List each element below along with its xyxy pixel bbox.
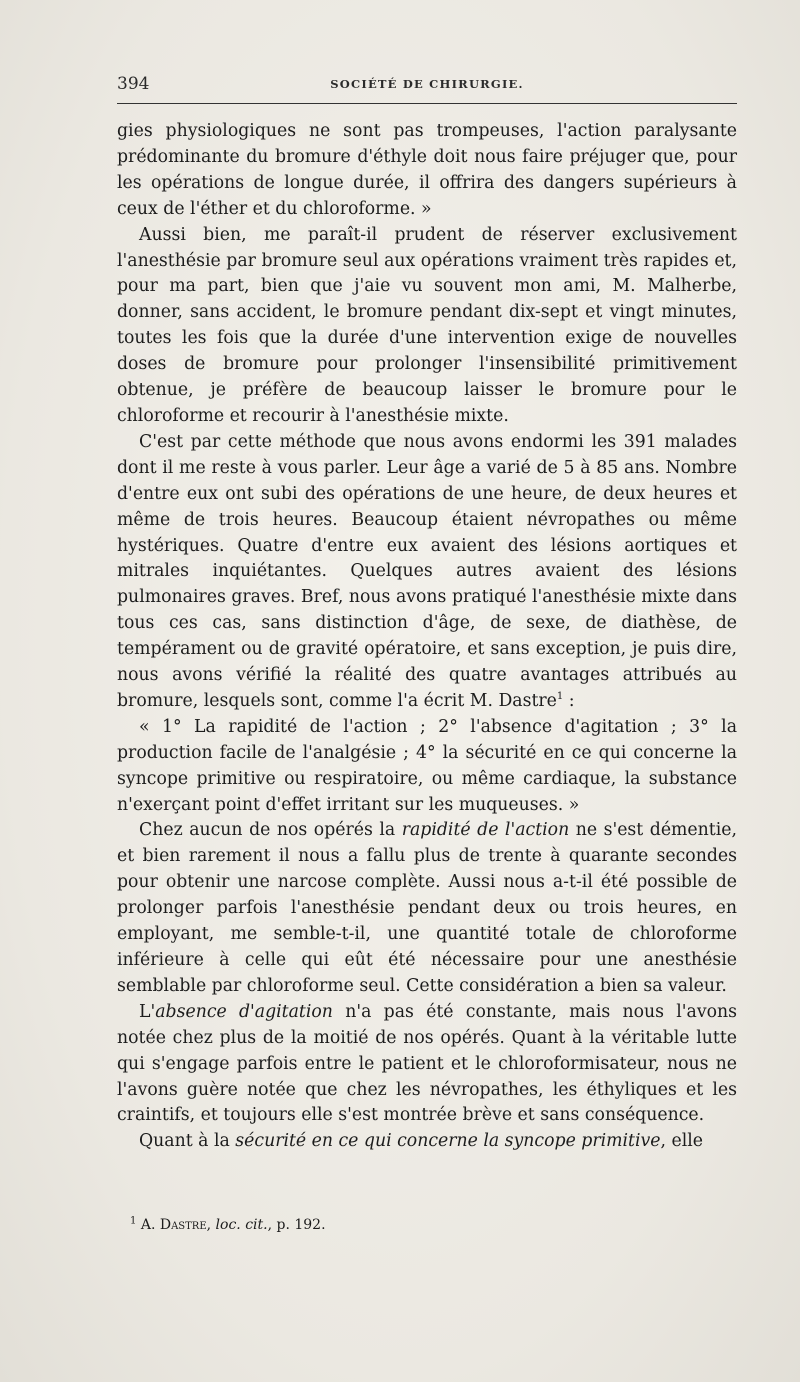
emphasis: rapidité de l'action (401, 820, 570, 841)
page-number: 394 (117, 74, 150, 94)
footnote-marker: 1 (130, 1215, 137, 1227)
paragraph-3: C'est par cette méthode que nous avons endormi les 391 malades dont il me reste à vous parler. Leur âge a varié de 5 à 85 ans. Nombre d'entre eux ont subi des opérations de une heure, de deux heures et même de trois heures. Beaucoup étaient névropathes ou même hystériques. Quatre d'entre eux avaient des lésions aortiques et mitrales inquiétantes. Quelques autres avaient des lésions pulmonaires graves. Bref, nous avons pratiqué l'anesthésie mixte dans tous ces cas, sans distinction d'âge, de sexe, de diathèse, de tempérament ou de gravité opératoire, et sans exception, je puis dire, nous avons vérifié la réalité des quatre avantages attribués au bromure, lesquels sont, comme l'a écrit M. Dastre$^1$ : (117, 431, 737, 711)
page-header (117, 74, 737, 98)
footnote-ref: 1 (556, 691, 564, 703)
paragraph-6: L'absence d'agitation n'a pas été constante, mais nous l'avons notée chez plus de la moitié de nos opérés. Quant à la véritable lutte qui s'engage parfois entre le patient et le chloroformisateur, nous ne l'avons guère notée que chez les névropathes, les éthyliques et les craintifs, et toujours elle s'est montrée brève et sans conséquence. (117, 1001, 737, 1126)
running-title: SOCIÉTÉ DE CHIRURGIE. (330, 77, 524, 91)
footnote: $^1$ A. Dastre, loc. cit., p. 192. (130, 1215, 326, 1233)
paragraph-1: gies physiologiques ne sont pas trompeuses, l'action paralysante prédominante du bromure d'éthyle doit nous faire préjuger que, pour les opérations de longue durée, il offrira des dangers supérieurs à ceux de l'éther et du chloroforme. » (117, 121, 737, 219)
footnote-ref-text: loc. cit. (215, 1217, 268, 1233)
footnote-author: A. Dastre (140, 1217, 207, 1233)
paragraph-7: Quant à la sécurité en ce qui concerne la syncope primitive, elle (139, 1131, 704, 1152)
header-rule (117, 103, 737, 104)
paragraph-4-quote: « 1° La rapidité de l'action ; 2° l'absence d'agitation ; 3° la production facile de l'analgésie ; 4° la sécurité en ce qui concerne la syncope primitive ou respiratoire, ou même cardiaque, la substance n'exerçant point d'effet irritant sur les muqueuses. » (117, 716, 737, 815)
body-text (117, 119, 737, 1155)
footnote-page: , p. 192. (267, 1217, 326, 1233)
emphasis: absence d'agitation (155, 1001, 333, 1022)
paragraph-5: Chez aucun de nos opérés la rapidité de l'action ne s'est démentie, et bien rarement il nous a fallu plus de trente à quarante secondes pour obtenir une narcose complète. Aussi nous a-t-il été possible de prolonger parfois l'anesthésie pendant deux ou trois heures, en employant, me semble-t-il, une quantité totale de chloroforme inférieure à celle qui eût été nécessaire pour une anesthésie semblable par chloroforme seul. Cette considération a bien sa valeur. (117, 820, 737, 996)
paragraph-2: Aussi bien, me paraît-il prudent de réserver exclusivement l'anesthésie par bromure seul aux opérations vraiment très rapides et, pour ma part, bien que j'aie vu souvent mon ami, M. Malherbe, donner, sans accident, le bromure pendant dix-sept et vingt minutes, toutes les fois que la durée d'une intervention exige de nouvelles doses de bromure pour prolonger l'insensibilité primitivement obtenue, je préfère de beaucoup laisser le bromure pour le chloroforme et recourir à l'anesthésie mixte. (117, 224, 737, 426)
emphasis: sécurité en ce qui concerne la syncope primitive (235, 1131, 661, 1152)
